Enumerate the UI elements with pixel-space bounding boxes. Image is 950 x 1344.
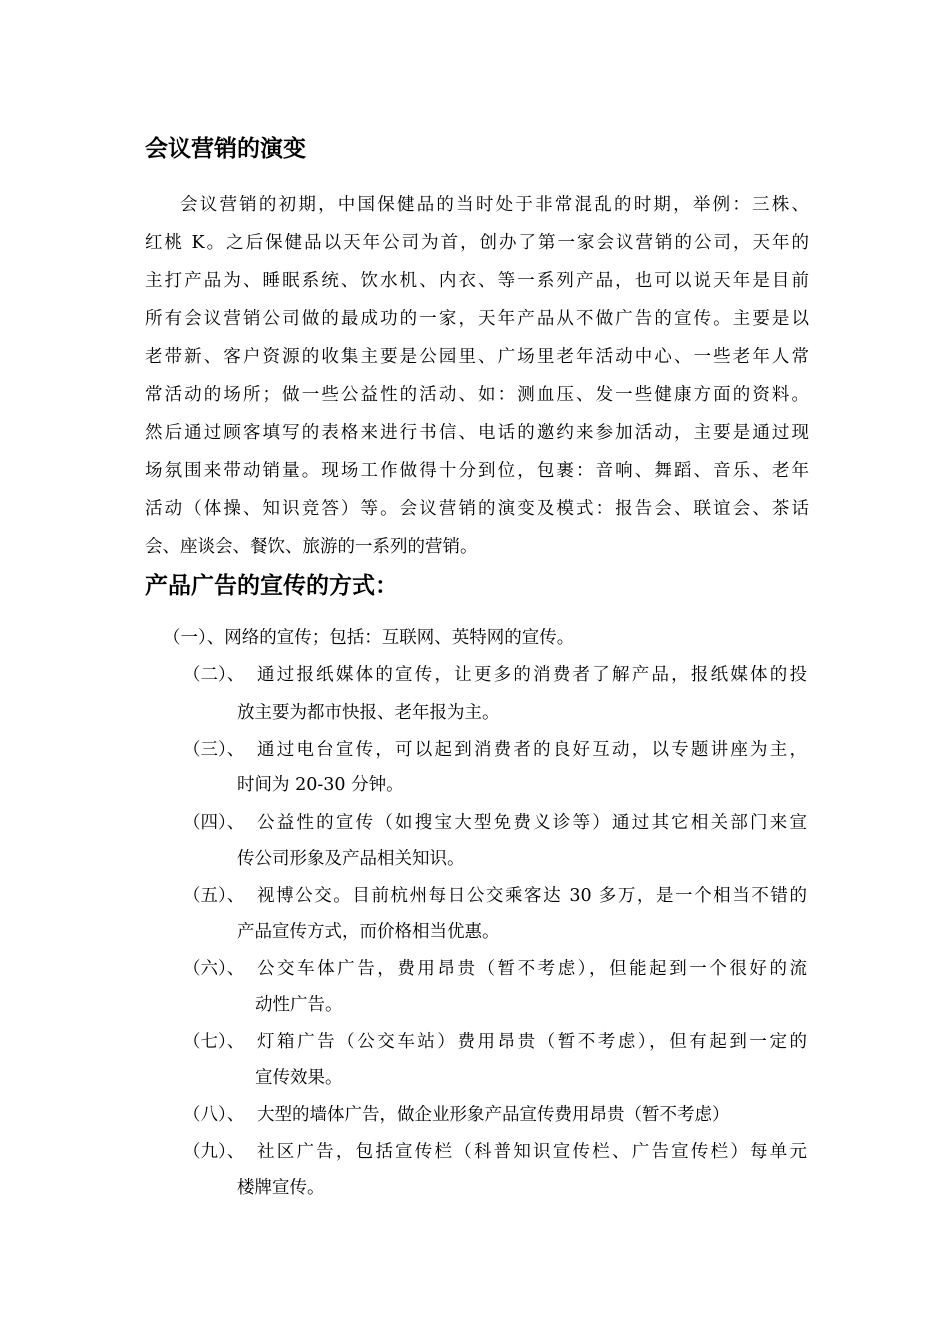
section-title-ad-methods: 产品广告的宣传的方式： <box>145 573 398 599</box>
list-item-text: 社区广告，包括宣传栏（科普知识宣传栏、广告宣传栏）每单元 <box>257 1142 807 1162</box>
list-item-number: （八）、 <box>183 1105 245 1125</box>
list-item-continuation: 楼牌宣传。 <box>237 1178 325 1198</box>
paragraph-line: 红桃 K。之后保健品以天年公司为首，创办了第一家会议营销的公司，天年的 <box>145 233 809 253</box>
list-item <box>183 1097 730 1133</box>
list-item-continuation: 传公司形象及产品相关知识。 <box>237 849 465 869</box>
list-item-number: （七）、 <box>183 1032 245 1052</box>
list-item-number: （二）、 <box>183 665 245 685</box>
list-item <box>183 732 807 768</box>
list-item-text: 大型的墙体广告，做企业形象产品宣传费用昂贵（暂不考虑） <box>257 1105 730 1125</box>
paragraph-line: 场氛围来带动销量。现场工作做得十分到位，包裹：音响、舞蹈、音乐、老年 <box>145 461 809 481</box>
list-item-continuation: 动性广告。 <box>255 995 343 1015</box>
paragraph-line: 主打产品为、睡眠系统、饮水机、内衣、等一系列产品，也可以说天年是目前 <box>145 271 809 291</box>
list-item-text: 灯箱广告（公交车站）费用昂贵（暂不考虑），但有起到一定的 <box>257 1032 807 1052</box>
list-item-text: 视博公交。目前杭州每日公交乘客达 30 多万，是一个相当不错的 <box>257 886 807 906</box>
list-item-number: （五）、 <box>183 886 245 906</box>
paragraph-line: 常活动的场所；做一些公益性的活动、如：测血压、发一些健康方面的资料。 <box>145 385 809 405</box>
list-item-number: （三）、 <box>183 740 245 760</box>
paragraph-line: 活动（体操、知识竞答）等。会议营销的演变及模式：报告会、联谊会、茶话 <box>145 499 809 519</box>
list-item <box>183 1134 807 1170</box>
list-item <box>183 1024 807 1060</box>
list-item <box>183 657 807 693</box>
list-item-text: 网络的宣传；包括：互联网、英特网的宣传。 <box>224 628 575 648</box>
list-item <box>183 878 807 914</box>
paragraph-line: 然后通过顾客填写的表格来进行书信、电话的邀约来参加活动，主要是通过现 <box>145 423 809 443</box>
list-item-number: （一）、 <box>163 628 225 648</box>
list-item-number: （六）、 <box>183 959 245 979</box>
paragraph-line: 会议营销的初期，中国保健品的当时处于非常混乱的时期，举例：三株、 <box>180 195 809 215</box>
paragraph-line: 所有会议营销公司做的最成功的一家，天年产品从不做广告的宣传。主要是以 <box>145 309 809 329</box>
paragraph-line: 老带新、客户资源的收集主要是公园里、广场里老年活动中心、一些老年人常 <box>145 347 809 367</box>
list-item <box>183 805 807 841</box>
paragraph-line: 会、座谈会、餐饮、旅游的一系列的营销。 <box>145 537 478 557</box>
list-item-text: 公交车体广告，费用昂贵（暂不考虑），但能起到一个很好的流 <box>257 959 807 979</box>
list-item-text: 通过报纸媒体的宣传，让更多的消费者了解产品，报纸媒体的投 <box>257 665 807 685</box>
list-item-continuation: 宣传效果。 <box>255 1068 343 1088</box>
list-item-text: 公益性的宣传（如搜宝大型免费义诊等）通过其它相关部门来宣 <box>257 813 807 833</box>
list-item <box>163 620 574 656</box>
list-item-continuation: 时间为 20-30 分钟。 <box>237 775 404 795</box>
list-item-number: （四）、 <box>183 813 245 833</box>
list-item-continuation: 放主要为都市快报、老年报为主。 <box>237 703 500 723</box>
body-paragraph <box>145 186 809 566</box>
list-item-number: （九）、 <box>183 1142 245 1162</box>
section-title-conference-marketing: 会议营销的演变 <box>145 136 306 162</box>
list-item-text: 通过电台宣传，可以起到消费者的良好互动，以专题讲座为主， <box>257 740 807 760</box>
list-item-continuation: 产品宣传方式，而价格相当优惠。 <box>237 922 500 942</box>
list-item <box>183 951 807 987</box>
